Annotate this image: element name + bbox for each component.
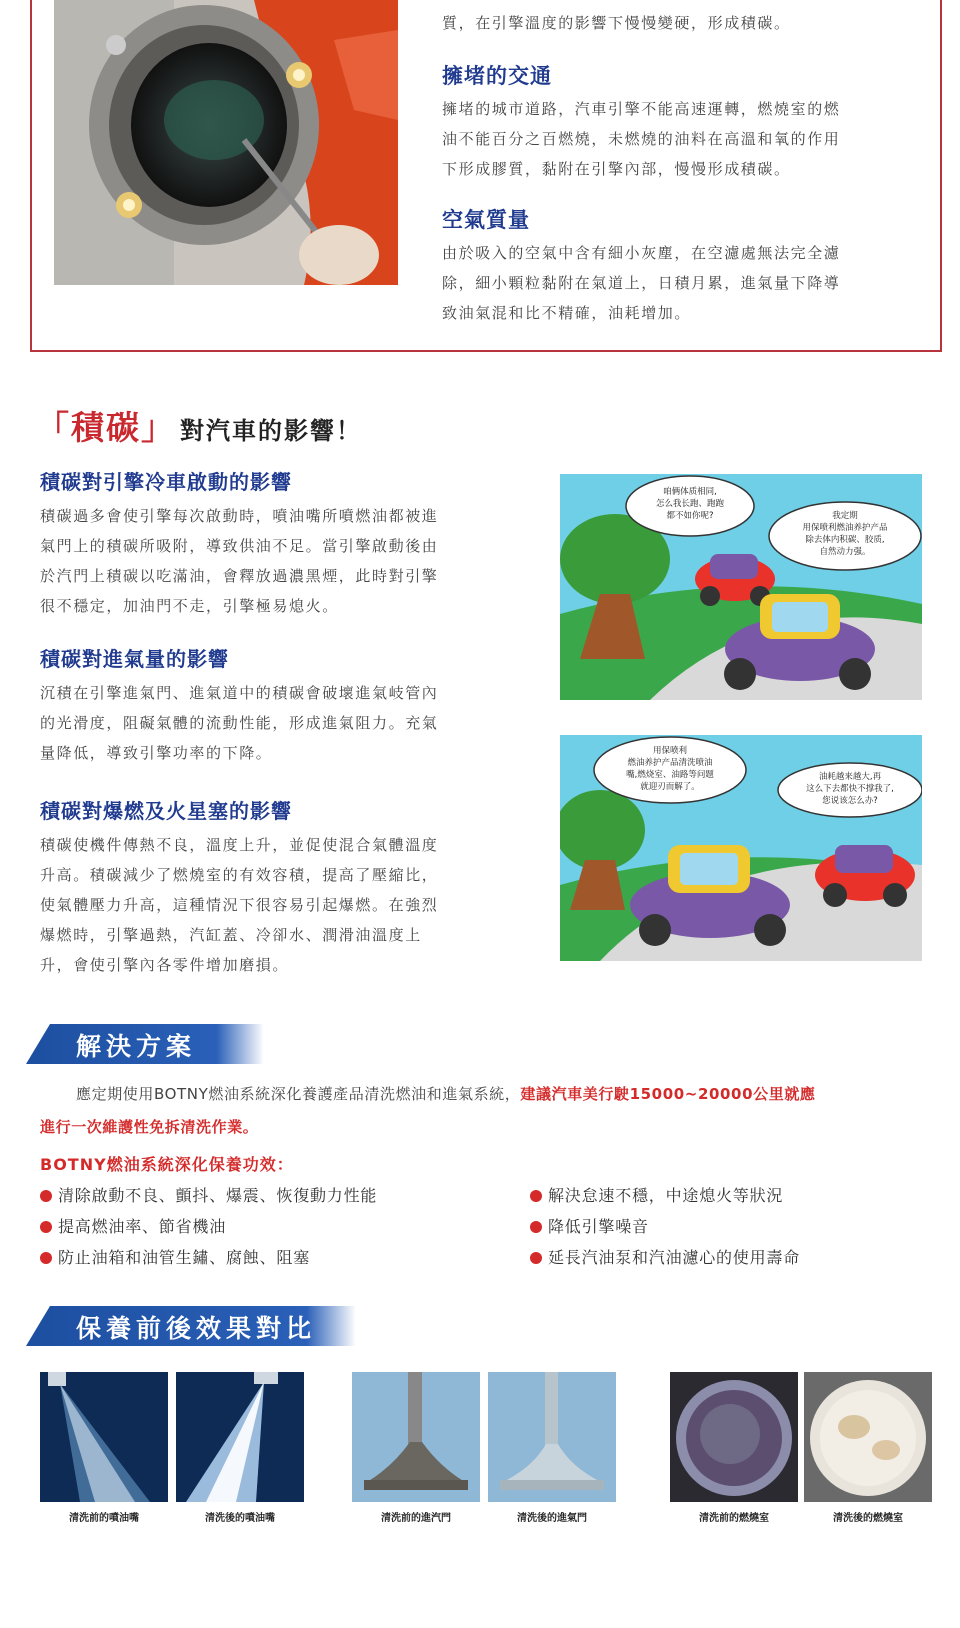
comparison-caption: 清洗後的噴油嘴 [205,1513,275,1524]
traffic-heading: 擁堵的交通 [442,64,552,88]
impact-line: 積碳過多會使引擎每次啟動時，噴油嘴所噴燃油都被進 [40,507,439,525]
comic2-bubble-left-line: 用保喷利 [652,746,688,756]
comic1-bubble-right-line: 自然动力强。 [819,547,871,557]
effects-list [40,1180,930,1273]
comparison-caption: 清洗後的燃燒室 [833,1513,903,1524]
solution-intro [40,1078,930,1144]
traffic-section [442,60,934,184]
air-line: 致油氣混和比不精確，油耗增加。 [442,304,692,322]
comparison-banner-label: 保養前後效果對比 [76,1314,317,1343]
list-item [40,1242,530,1273]
impact-line: 升高。積碳減少了燃燒室的有效容積，提高了壓縮比， [40,866,439,884]
solution-intro-text: 應定期使用BOTNY燃油系統深化養護產品清洗燃油和進氣系統， [76,1085,521,1103]
comparison-caption: 清洗後的進氣門 [517,1513,587,1524]
impact-line: 爆燃時，引擎過熱，汽缸蓋、冷卻水、潤滑油溫度上 [40,926,422,944]
comic1-bubble-left-line: 怎么我长跑、跑跑 [655,499,725,509]
impact-section-intake [40,643,510,768]
comic1-bubble-left-line: 咱俩体质相同, [663,487,717,497]
carbon-throttle-photo [54,0,398,285]
effect-label: 降低引擎噪音 [548,1217,649,1236]
comic2-bubble-right-line: 您说该怎么办? [822,796,878,806]
comic1-bubble-right-line: 用保喷利燃油养护产品 [802,523,888,533]
impact-line: 很不穩定，加油門不走，引擎極易熄火。 [40,597,339,615]
impact-line: 使氣體壓力升高，這種情況下很容易引起爆燃。在強烈 [40,896,439,914]
solution-intro-highlight: 建議汽車美行駛15000~20000公里就應 [520,1085,816,1103]
impact-line: 升，會使引擎內各零件增加磨損。 [40,956,290,974]
valve-after-photo [488,1372,616,1502]
impact-line: 積碳使機件傳熱不良，溫度上升，並促使混合氣體溫度 [40,836,439,854]
intro-tail: 質，在引擎溫度的影響下慢慢變硬，形成積碳。 [442,14,791,32]
injector-after-photo [176,1372,304,1502]
comparison-caption: 清洗前的燃燒室 [699,1513,769,1524]
comic1-bubble-left-line: 都不如你呢? [666,511,714,521]
effect-label: 清除啟動不良、顫抖、爆震、恢復動力性能 [58,1186,378,1205]
comparison-caption: 清洗前的進汽門 [381,1513,451,1524]
list-item [530,1180,930,1211]
impact-title [36,402,362,449]
comparison-caption: 清洗前的噴油嘴 [69,1513,139,1524]
impact-title-red: 「積碳」 [36,408,176,447]
effect-label: 解決怠速不穩，中途熄火等狀況 [548,1186,784,1205]
traffic-line: 油不能百分之百燃燒，未燃燒的油料在高溫和氧的作用 [442,130,841,148]
comic2-bubble-left-line: 嘴,燃烧室、油路等问题 [626,770,714,780]
bullet-dot-icon [530,1221,542,1233]
chamber-after-photo [804,1372,932,1502]
comic2-bubble-right-line: 这么下去都快不撑我了, [806,784,894,794]
impact-section-cold-start [40,466,510,621]
comparison-banner [26,1306,356,1346]
list-item [530,1242,930,1273]
air-section [442,204,934,328]
comic-panel-2 [560,735,922,961]
impact-line: 氣門上的積碳所吸附，導致供油不足。當引擎啟動後由 [40,537,439,555]
bullet-dot-icon [40,1221,52,1233]
list-item [40,1180,530,1211]
effects-title: BOTNY燃油系統深化保養功效： [40,1155,294,1174]
bullet-dot-icon [40,1190,52,1202]
effect-label: 延長汽油泵和汽油濾心的使用壽命 [548,1248,801,1267]
impact-section-knock [40,795,510,980]
comic2-bubble-right-line: 油耗越来越大,再 [818,772,882,782]
impact-line: 沉積在引擎進氣門、進氣道中的積碳會破壞進氣岐管內 [40,684,439,702]
valve-before-photo [352,1372,480,1502]
traffic-line: 擁堵的城市道路，汽車引擎不能高速運轉，燃燒室的燃 [442,100,841,118]
solution-banner-label: 解決方案 [76,1032,197,1061]
comic-panel-1 [560,474,922,700]
traffic-line: 下形成膠質，黏附在引擎內部，慢慢形成積碳。 [442,160,791,178]
air-line: 除，細小顆粒黏附在氣道上，日積月累，進氣量下降導 [442,274,841,292]
impact-line: 量降低，導致引擎功率的下降。 [40,744,273,762]
comic1-bubble-right-line: 除去体内积碳、胶质, [805,535,885,545]
bullet-dot-icon [530,1190,542,1202]
solution-intro-highlight: 進行一次維護性免拆清洗作業。 [40,1118,259,1136]
list-item [530,1211,930,1242]
impact-heading: 積碳對進氣量的影響 [40,647,229,671]
chamber-before-photo [670,1372,798,1502]
injector-before-photo [40,1372,168,1502]
impact-heading: 積碳對引擎冷車啟動的影響 [40,470,292,494]
impact-line: 於汽門上積碳以吃滿油，會釋放過濃黑煙，此時對引擎 [40,567,439,585]
impact-heading: 積碳對爆燃及火星塞的影響 [40,799,292,823]
effect-label: 提高燃油率、節省機油 [58,1217,227,1236]
impact-line: 的光滑度，阻礙氣體的流動性能，形成進氣阻力。充氣 [40,714,439,732]
air-line: 由於吸入的空氣中含有細小灰塵，在空濾處無法完全濾 [442,244,841,262]
air-heading: 空氣質量 [442,208,530,232]
comic1-bubble-right-line: 我定期 [832,511,858,521]
list-item [40,1211,530,1242]
comic2-bubble-left-line: 就迎刃而解了。 [640,782,700,792]
bullet-dot-icon [40,1252,52,1264]
bullet-dot-icon [530,1252,542,1264]
solution-banner [26,1024,264,1064]
comic2-bubble-left-line: 燃油养护产品清洗喷油 [627,758,713,768]
effect-label: 防止油箱和油管生鏽、腐蝕、阻塞 [58,1248,311,1267]
impact-title-dark: 對汽車的影響！ [180,417,362,445]
